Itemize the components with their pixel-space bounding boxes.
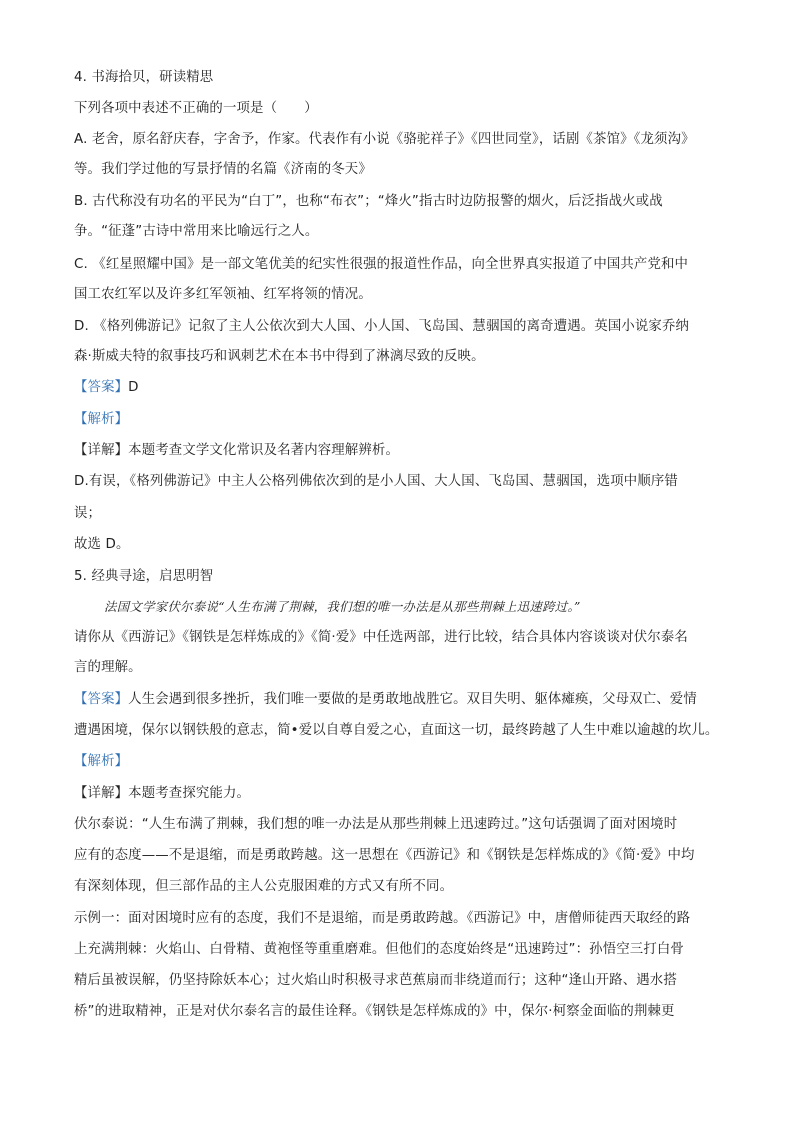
q4-option-a-line2: 等。我们学过他的写景抒情的名篇《济南的冬天》: [74, 162, 372, 177]
q5-paragraph1-line3: 有深刻体现，但三部作品的主人公克服困难的方式又有所不同。: [74, 879, 454, 894]
q4-option-d-line2: 森·斯威夫特的叙事技巧和讽刺艺术在本书中得到了淋漓尽致的反映。: [74, 349, 485, 364]
q5-paragraph2-line4: 桥”的进取精神，正是对伏尔泰名言的最佳诠释。《钢铁是怎样炼成的》中，保尔·柯察金面临的荆棘更: [74, 1004, 675, 1019]
q5-analysis: [74, 752, 128, 772]
q4-explanation-line1: D.有误，《格列佛游记》中主人公格列佛依次到的是小人国、大人国、飞岛国、慧骃国，选项中顺序错: [74, 474, 678, 489]
q5-paragraph2-line2: 上充满荆棘：火焰山、白骨精、黄袍怪等重重磨难。但他们的态度始终是“迅速跨过”：孙悟空三打白骨: [74, 942, 684, 957]
q5-detail: [74, 784, 250, 804]
q4-option-b-line1: B. 古代称没有功名的平民为“白丁”，也称“布衣”；“烽火”指古时边防报警的烟火，后泛指战火或战: [74, 194, 663, 209]
q4-option-b-line2: 争。“征蓬”古诗中常用来比喻远行之人。: [74, 224, 319, 239]
q4-conclusion: 故选 D。: [74, 537, 130, 552]
q4-option-a-line1: A. 老舍，原名舒庆春，字舍予，作家。代表作有小说《骆驼祥子》《四世同堂》，话剧《茶馆》《龙须沟》: [74, 132, 695, 147]
answer-text: D: [128, 380, 139, 395]
q4-option-d-line1: D. 《格列佛游记》记叙了主人公依次到大人国、小人国、飞岛国、慧骃国的离奇遭遇。英国小说家乔纳: [74, 319, 690, 334]
q5-paragraph1-line1: 伏尔泰说：“人生布满了荆棘，我们想的唯一办法是从那些荆棘上迅速跨过。”这句话强调了面对困境时: [74, 817, 678, 832]
q5-answer-line1: [74, 690, 697, 710]
q5-paragraph2-line3: 精后虽被误解，仍坚持除妖本心；过火焰山时积极寻求芭蕉扇而非绕道而行；这种“逢山开路、遇水搭: [74, 973, 677, 988]
q4-explanation-line2: 误；: [74, 506, 102, 521]
detail-text: 本题考查文学文化常识及名著内容理解辨析。: [128, 443, 399, 458]
analysis-tag: 【解析】: [74, 412, 129, 427]
q4-detail: [74, 441, 399, 461]
q5-paragraph1-line2: 应有的态度——不是退缩，而是勇敢跨越。这一思想在《西游记》和《钢铁是怎样炼成的》《简·爱》中均: [74, 848, 695, 863]
answer-text: 人生会遇到很多挫折，我们唯一要做的是勇敢地战胜它。双目失明、躯体瘫痪，父母双亡、爱情: [128, 692, 697, 707]
q4-stem: 下列各项中表述不正确的一项是（ ）: [74, 101, 318, 116]
q5-quote: 法国文学家伏尔泰说“人生布满了荆棘，我们想的唯一办法是从那些荆棘上迅速跨过。”: [104, 599, 581, 614]
detail-tag: 【详解】: [74, 443, 129, 458]
analysis-tag: 【解析】: [74, 754, 129, 769]
q4-analysis: [74, 410, 128, 430]
q4-answer: [74, 378, 139, 398]
q4-option-c-line1: C. 《红星照耀中国》是一部文笔优美的纪实性很强的报道性作品，向全世界真实报道了中国共产党和中: [74, 257, 689, 272]
q5-prompt-line2: 言的理解。: [74, 660, 142, 675]
q5-answer-line2: 遭遇困境，保尔以钢铁般的意志，简•爱以自尊自爱之心，直面这一切，最终跨越了人生中难以逾越的坎儿。: [74, 723, 719, 738]
answer-tag: 【答案】: [74, 692, 129, 707]
q5-heading: 5. 经典寻途，启思明智: [74, 569, 214, 584]
q5-paragraph2-line1: 示例一：面对困境时应有的态度，我们不是退缩，而是勇敢跨越。《西游记》中，唐僧师徒西天取经的路: [74, 911, 691, 926]
q5-prompt-line1: 请你从《西游记》《钢铁是怎样炼成的》《简·爱》中任选两部，进行比较，结合具体内容谈谈对伏尔泰名: [74, 630, 688, 645]
detail-text: 本题考查探究能力。: [128, 786, 251, 801]
q4-option-c-line2: 国工农红军以及许多红军领袖、红军将领的情况。: [74, 287, 372, 302]
q4-heading: 4. 书海拾贝，研读精思: [74, 70, 214, 85]
detail-tag: 【详解】: [74, 786, 129, 801]
answer-tag: 【答案】: [74, 380, 129, 395]
